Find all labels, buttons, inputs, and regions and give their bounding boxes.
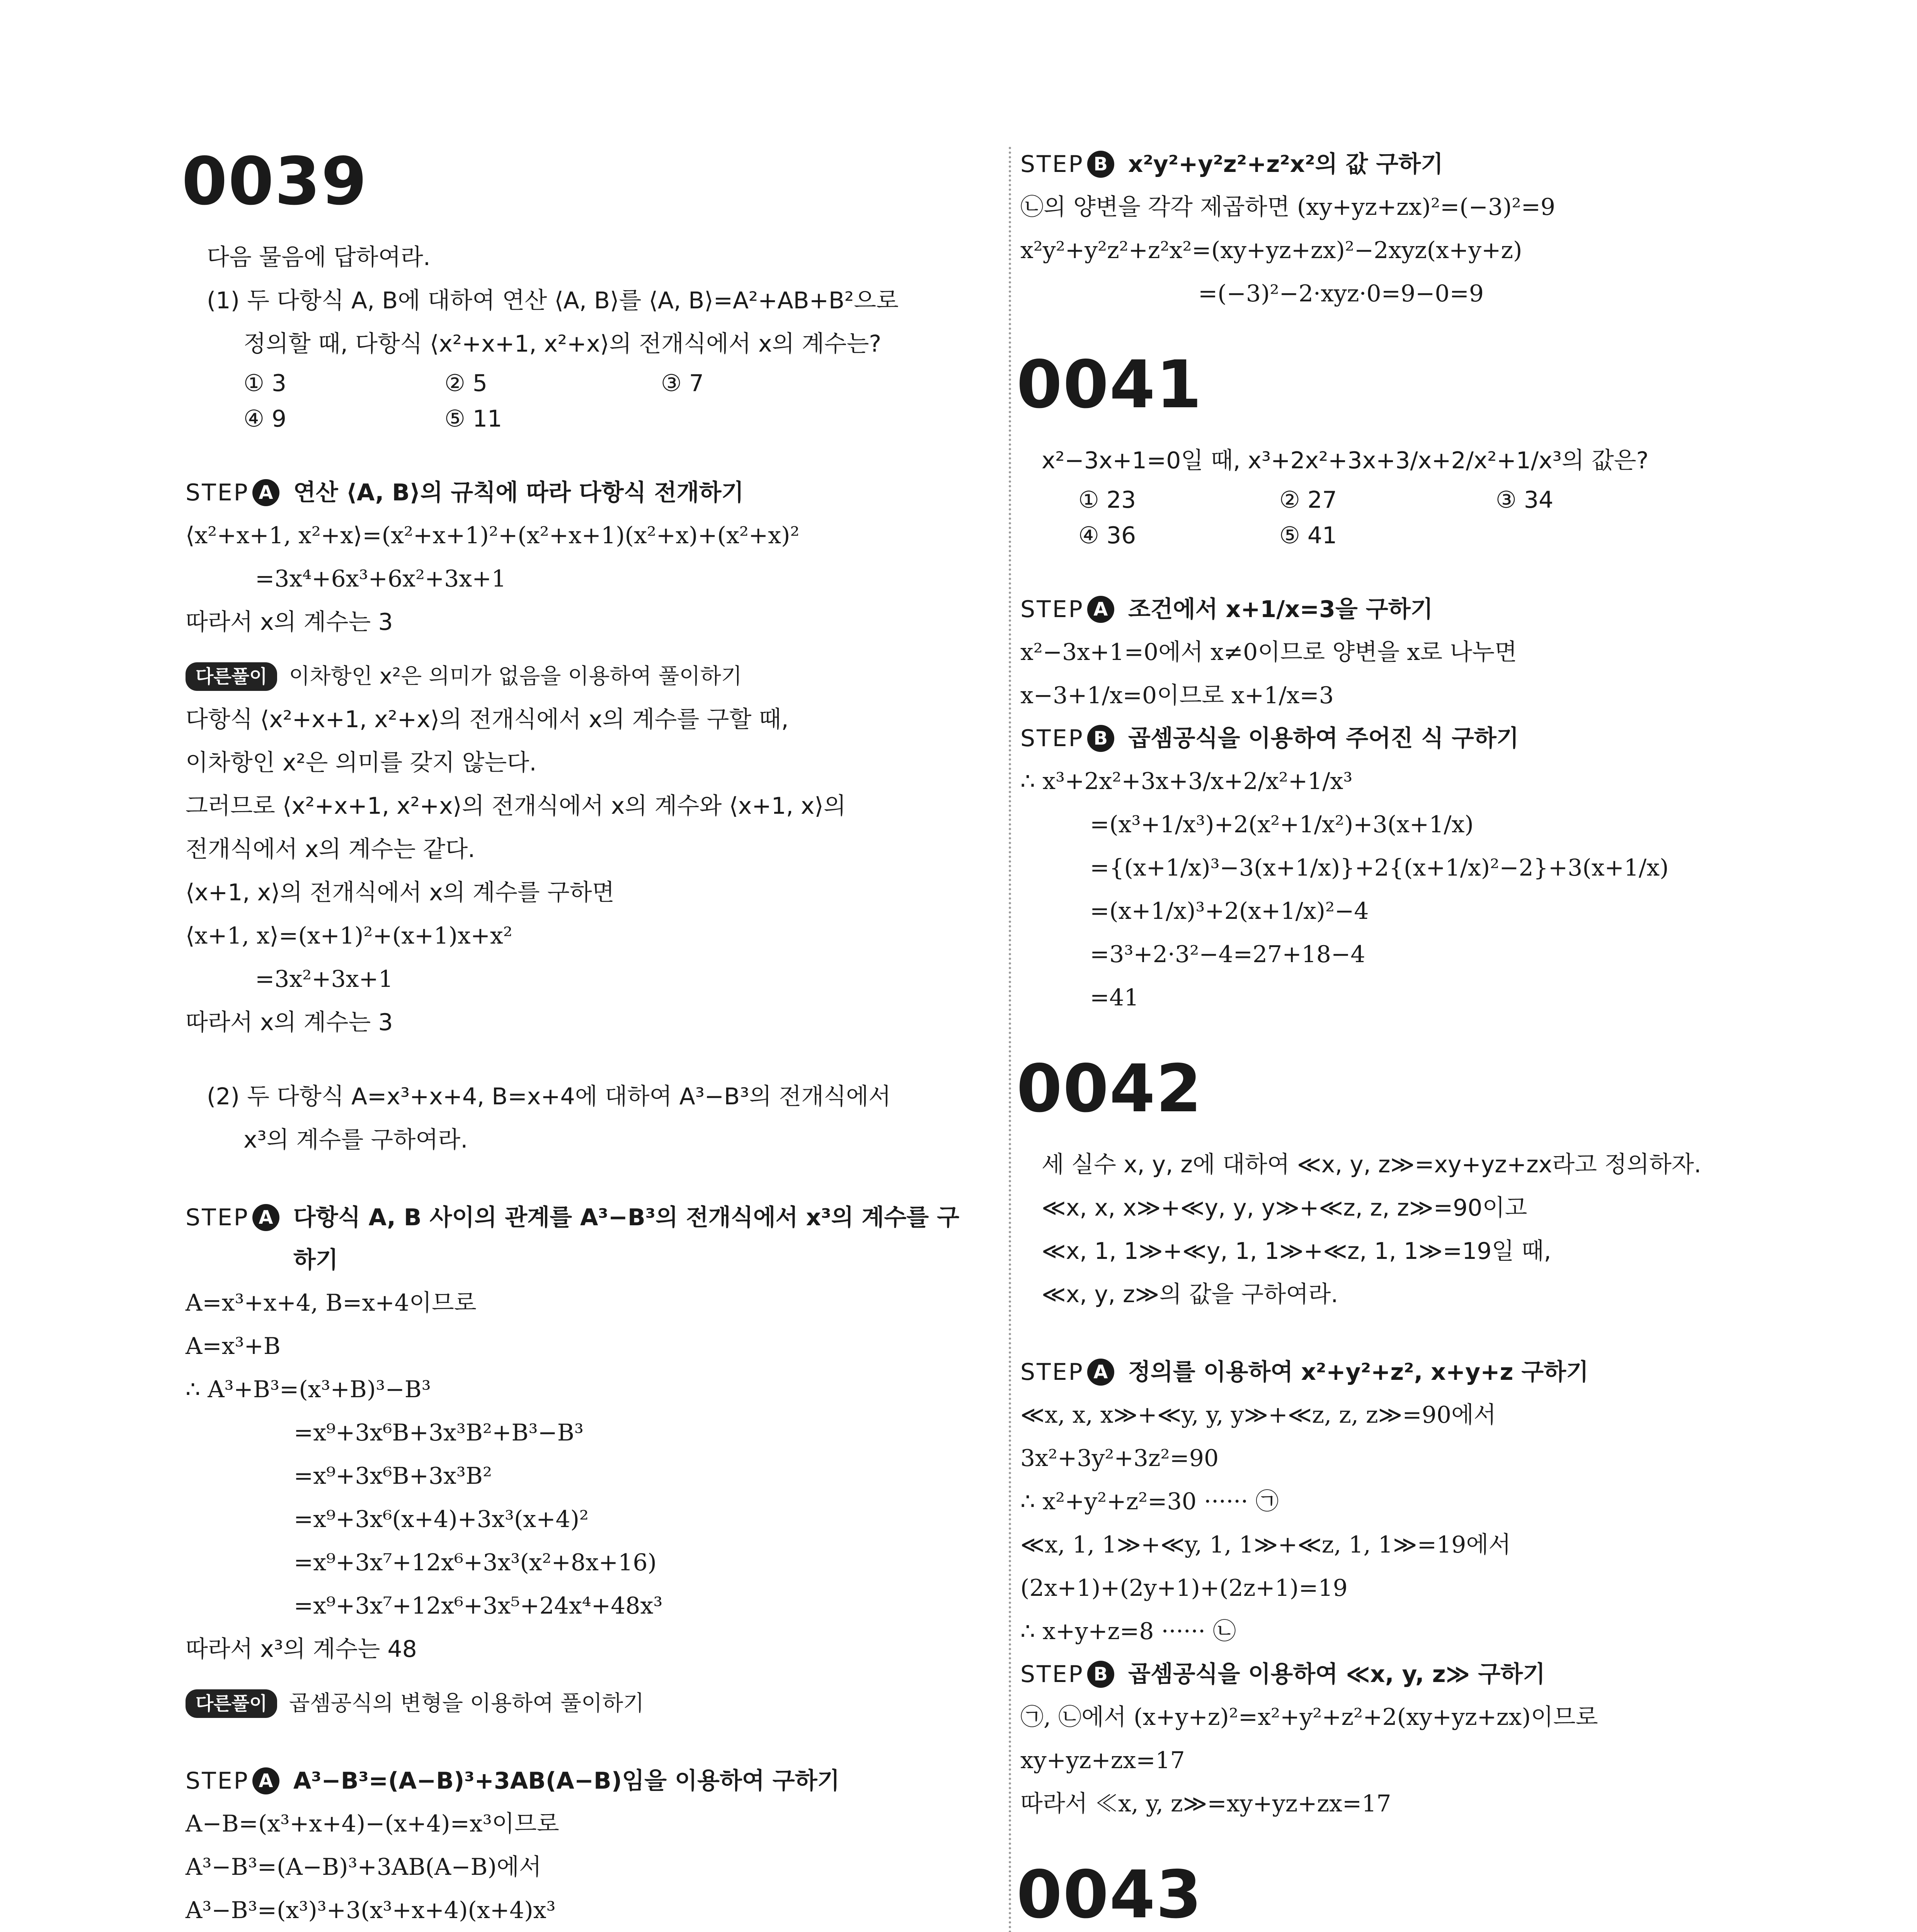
question-text: (1) 두 다항식 A, B에 대하여 연산 ⟨A, B⟩를 ⟨A, B⟩=A²+AB+B²으로 <box>207 287 899 314</box>
right-column <box>1016 143 1817 1932</box>
math-line: =3³+2·3²−4=27+18−4 <box>1090 941 1365 968</box>
math-line: A=x³+x+4, B=x+4이므로 <box>186 1289 477 1316</box>
step-title: x²y²+y²z²+z²x²의 값 구하기 <box>1128 151 1444 178</box>
math-line: ∴ x³+2x²+3x+3/x+2/x²+1/x³ <box>1020 768 1353 795</box>
math-line: x²y²+y²z²+z²x²=(xy+yz+zx)²−2xyz(x+y+z) <box>1020 237 1522 264</box>
step-letter: B <box>1087 725 1114 752</box>
problem-number: 0043 <box>1016 1857 1203 1932</box>
math-line: =x⁹+3x⁷+12x⁶+3x⁵+24x⁴+48x³ <box>294 1592 663 1619</box>
step-heading <box>1020 717 1817 760</box>
step-letter: A <box>252 479 279 506</box>
question-text: ≪x, x, x≫+≪y, y, y≫+≪z, z, z≫=90이고 <box>1042 1194 1527 1221</box>
step-heading <box>1020 1351 1817 1393</box>
math-line: ㉡의 양변을 각각 제곱하면 (xy+yz+zx)²=(−3)²=9 <box>1020 194 1556 221</box>
math-line: (2x+1)+(2y+1)+(2z+1)=19 <box>1020 1575 1348 1602</box>
step-title: 정의를 이용하여 x²+y²+z², x+y+z 구하기 <box>1128 1359 1589 1386</box>
question-text: ≪x, y, z≫의 값을 구하여라. <box>1042 1281 1338 1308</box>
math-line: =41 <box>1090 984 1139 1011</box>
math-line: ≪x, x, x≫+≪y, y, y≫+≪z, z, z≫=90에서 <box>1020 1401 1496 1429</box>
solution-text: 따라서 x의 계수는 3 <box>186 609 393 636</box>
solution-text: 이차항인 x²은 의미를 갖지 않는다. <box>186 749 537 776</box>
math-line: A³−B³=(x³)³+3(x³+x+4)(x+4)x³ <box>186 1897 556 1924</box>
math-line: ∴ x+y+z=8 ······ ㉡ <box>1020 1618 1236 1645</box>
solution-text: 따라서 x³의 계수는 48 <box>186 1636 417 1663</box>
alt-badge: 다른풀이 <box>186 662 277 691</box>
question-text: 다음 물음에 답하여라. <box>207 244 431 271</box>
step-title: 다항식 A, B 사이의 관계를 A³−B³의 전개식에서 x³의 계수를 구하기 <box>293 1204 960 1274</box>
solution-text: 그러므로 ⟨x²+x+1, x²+x⟩의 전개식에서 x의 계수와 ⟨x+1, x⟩의 <box>186 793 846 820</box>
solution-text: 전개식에서 x의 계수는 같다. <box>186 836 475 863</box>
step-letter: A <box>1087 1359 1114 1386</box>
step-label <box>186 471 279 514</box>
step-label <box>1020 1653 1114 1696</box>
math-line: ≪x, 1, 1≫+≪y, 1, 1≫+≪z, 1, 1≫=19에서 <box>1020 1531 1511 1558</box>
step-label <box>1020 1351 1114 1393</box>
step-letter: A <box>1087 596 1114 623</box>
step-title: A³−B³=(A−B)³+3AB(A−B)임을 이용하여 구하기 <box>293 1767 840 1794</box>
step-letter: B <box>1087 151 1114 178</box>
step-label <box>1020 143 1114 185</box>
step-label <box>186 1760 279 1802</box>
solution-text: 다항식 ⟨x²+x+1, x²+x⟩의 전개식에서 x의 계수를 구할 때, <box>186 706 789 733</box>
step-word: STEP <box>186 1204 249 1231</box>
answer-choice: ③ 34 <box>1496 486 1554 514</box>
solution-text: ⟨x+1, x⟩의 전개식에서 x의 계수를 구하면 <box>186 879 615 906</box>
step-label <box>1020 717 1114 760</box>
answer-choice: ④ 9 <box>243 405 287 432</box>
step-word: STEP <box>1020 1359 1084 1386</box>
spacer <box>1020 315 1817 346</box>
question-text: 세 실수 x, y, z에 대하여 ≪x, y, z≫=xy+yz+zx라고 정의하자. <box>1042 1151 1701 1178</box>
alt-badge: 다른풀이 <box>186 1689 277 1718</box>
step-heading <box>1020 1653 1817 1696</box>
answer-choice: ② 5 <box>444 370 488 397</box>
math-line: 따라서 ≪x, y, z≫=xy+yz+zx=17 <box>1020 1790 1391 1817</box>
step-heading <box>186 1760 970 1802</box>
step-heading <box>186 1196 970 1281</box>
column-divider <box>1009 147 1011 1932</box>
alternative-solution <box>186 1682 970 1725</box>
step-title: 조건에서 x+1/x=3을 구하기 <box>1128 596 1433 623</box>
step-word: STEP <box>1020 151 1084 178</box>
step-word: STEP <box>1020 1661 1084 1688</box>
step-heading <box>186 471 970 514</box>
math-line: A−B=(x³+x+4)−(x+4)=x³이므로 <box>186 1810 559 1837</box>
math-line: =x⁹+3x⁷+12x⁶+3x³(x²+8x+16) <box>294 1549 657 1576</box>
problem-number: 0042 <box>1016 1051 1203 1127</box>
alternative-solution <box>186 655 970 698</box>
math-line: xy+yz+zx=17 <box>1020 1747 1185 1774</box>
math-line: =(−3)²−2·xyz·0=9−0=9 <box>1198 280 1484 307</box>
math-line: =3x⁴+6x³+6x²+3x+1 <box>255 565 506 592</box>
math-line: ∴ x²+y²+z²=30 ······ ㉠ <box>1020 1488 1279 1515</box>
math-line: =x⁹+3x⁶B+3x³B² <box>294 1463 492 1490</box>
step-letter: A <box>252 1204 279 1231</box>
math-line: ={(x+1/x)³−3(x+1/x)}+2{(x+1/x)²−2}+3(x+1/x) <box>1090 854 1669 881</box>
solution-text: 따라서 x의 계수는 3 <box>186 1009 393 1036</box>
step-word: STEP <box>1020 725 1084 752</box>
answer-choice: ③ 7 <box>661 370 704 397</box>
math-line: A³−B³=(A−B)³+3AB(A−B)에서 <box>186 1854 541 1881</box>
answer-choice: ⑤ 41 <box>1279 522 1337 549</box>
step-word: STEP <box>186 1767 249 1794</box>
step-letter: B <box>1087 1661 1114 1688</box>
step-heading <box>1020 143 1817 185</box>
answer-choice: ① 3 <box>243 370 287 397</box>
math-line: 3x²+3y²+3z²=90 <box>1020 1445 1219 1472</box>
step-heading <box>1020 588 1817 631</box>
step-title: 연산 ⟨A, B⟩의 규칙에 따라 다항식 전개하기 <box>293 479 744 506</box>
math-line: =3x²+3x+1 <box>255 966 393 993</box>
question-text: (2) 두 다항식 A=x³+x+4, B=x+4에 대하여 A³−B³의 전개식에서 <box>207 1083 891 1110</box>
left-column <box>182 143 970 1932</box>
problem-number: 0041 <box>1016 347 1203 423</box>
math-line: ⟨x²+x+1, x²+x⟩=(x²+x+1)²+(x²+x+1)(x²+x)+(x²+x)² <box>186 522 800 549</box>
step-word: STEP <box>1020 596 1084 623</box>
math-line: x²−3x+1=0에서 x≠0이므로 양변을 x로 나누면 <box>1020 639 1517 666</box>
alt-title: 곱셈공식의 변형을 이용하여 풀이하기 <box>289 1691 644 1716</box>
answer-choices <box>186 366 970 437</box>
math-line: =(x³+1/x³)+2(x²+1/x²)+3(x+1/x) <box>1090 811 1474 838</box>
question-text: x³의 계수를 구하여라. <box>243 1126 468 1153</box>
spacer <box>1020 1019 1817 1050</box>
math-line: =x⁹+3x⁶(x+4)+3x³(x+4)² <box>294 1506 589 1533</box>
math-line: ⟨x+1, x⟩=(x+1)²+(x+1)x+x² <box>186 922 512 949</box>
math-line: x−3+1/x=0이므로 x+1/x=3 <box>1020 682 1334 709</box>
answer-choice: ⑤ 11 <box>444 405 502 432</box>
question-text: 정의할 때, 다항식 ⟨x²+x+1, x²+x⟩의 전개식에서 x의 계수는? <box>243 330 882 357</box>
spacer <box>186 1044 970 1075</box>
step-label <box>1020 588 1114 631</box>
step-title: 곱셈공식을 이용하여 ≪x, y, z≫ 구하기 <box>1128 1661 1546 1688</box>
math-line: =x⁹+3x⁶B+3x³B²+B³−B³ <box>294 1419 584 1446</box>
step-label <box>186 1196 279 1239</box>
answer-choice: ④ 36 <box>1078 522 1136 549</box>
question-text: x²−3x+1=0일 때, x³+2x²+3x+3/x+2/x²+1/x³의 값은? <box>1042 447 1649 474</box>
math-line: =(x+1/x)³+2(x+1/x)²−4 <box>1090 898 1369 925</box>
spacer <box>1020 1825 1817 1856</box>
answer-choice: ① 23 <box>1078 486 1136 514</box>
step-letter: A <box>252 1767 279 1794</box>
step-word: STEP <box>186 479 249 506</box>
step-title: 곱셈공식을 이용하여 주어진 식 구하기 <box>1128 725 1519 752</box>
question-text: ≪x, 1, 1≫+≪y, 1, 1≫+≪z, 1, 1≫=19일 때, <box>1042 1238 1551 1265</box>
math-line: A=x³+B <box>186 1333 281 1360</box>
math-line: ∴ A³+B³=(x³+B)³−B³ <box>186 1376 431 1403</box>
answer-choice: ② 27 <box>1279 486 1337 514</box>
problem-number: 0039 <box>182 143 368 220</box>
math-line: ㉠, ㉡에서 (x+y+z)²=x²+y²+z²+2(xy+yz+zx)이므로 <box>1020 1704 1598 1731</box>
alt-title: 이차항인 x²은 의미가 없음을 이용하여 풀이하기 <box>289 664 742 689</box>
answer-choices <box>1020 482 1817 553</box>
